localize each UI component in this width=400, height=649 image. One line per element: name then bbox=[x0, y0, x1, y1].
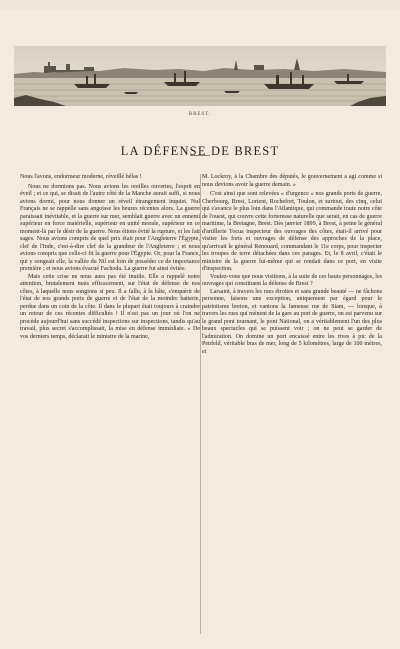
epigraph: Nous l'avons, endormeur moderne, réveillé hélas ! bbox=[20, 174, 142, 180]
left-column bbox=[20, 174, 200, 341]
paragraph: Larsaint, à travers les rues étroites et sans grande beauté — ne fâchons personne, faisons une exception, uniquement par égard pour le patriotisme breton, et vantons la fameuse rue de Siam, — lorsque, à travers les rues qui mènent de la gare au port de guerre, on est parvenu sur le grand pont tournant, le pont National, on a véritablement l'un des plus beaux spectacles qui se puissent voir ; on ne peut se garder de l'admiration. On domine un port encaissé entre les rives à pic de la Penfeld, véritable bras de mer, long de 5 kilomètres, large de 100 mètres, et bbox=[202, 288, 382, 355]
title-divider bbox=[190, 155, 210, 156]
illustration-caption: BREST. bbox=[188, 112, 212, 117]
harbor-illustration bbox=[14, 46, 386, 106]
right-column bbox=[202, 174, 382, 356]
top-band bbox=[0, 0, 400, 10]
paragraph: M. Lockroy, à la Chambre des députés, le gouvernement a agi comme si nous devions avoir la guerre demain. » bbox=[202, 174, 382, 188]
paragraph: Nous ne dormions pas. Nous avions les oreilles ouvertes, l'esprit en éveil ; et ce qui, se disait de l'autre côté de la Manche aurait suffi, si nous avions dormi, pour nous donner un réveil étrangement inquiet. Nul Français ne se rappelle sans angoisse les heures récentes alors. La guerre paraissait inévitable, et la guerre sur mer, semblait guerre avec un ennemi supérieur en force matérielle, supérieur en unité morale, supérieur en ce moment-là par le désir de la guerre. Nous étions évité la rupture, et les fait sages. Nous avions compris de quel prix était pour l'Angleterre l'Égypte, clef de l'Inde, c'est-à-dire clef de la grandeur de l'Angleterre ; et nous avions compris que celle-ci fit la guerre pour l'Égypte. Or, pour la France, qui y songeait elle, la vallée du Nil est loin de posséder ce de importance première ; et nous avions évacué Fachoda. La guerre fut ainsi évitée. bbox=[20, 183, 200, 272]
column-divider bbox=[200, 174, 201, 634]
paragraph: Mais cette crise ne nous aura pas été inutile. Elle a rappelé notre attention, brutalement mais efficacement, sur l'état de défense de nos côtes, à laquelle nous songions si peu. Il a fallu, à la hâte, s'enquérir de l'état de nos grands ports de guerre et de l'état de la moindre batterie, perdue dans un coin de la côte. Il dans le plupart était toujours à craindre un retour de ces récentes difficultés ! Il n'est pas un jour où l'on ne procède aujourd'hui sans succédé inspections sur inspections, tandis qu'au travail, plus secret s'accomplissait, la mise en défense immédiate. « De vos derniers temps, déclarait le ministre de la marine, bbox=[20, 273, 200, 340]
article-title: LA DÉFENSE DE BREST bbox=[120, 144, 280, 159]
paragraph: Voulez-vous que nous visitions, à la suite de ces hauts personnages, les ouvrages qui constituent la défense de Brest ? bbox=[202, 273, 382, 287]
paragraph: C'est ainsi que sont relevées « d'urgence » nos grands ports de guerre, Cherbourg, Brest, Lorient, Rochefort, Toulon, et surtout, des cinq, celui qui s'avance le plus loin dans l'Atlantique, qui commande toute notre côte de l'ouest, qui couvre cette forteresse naturelle que serait, en cas de guerre maritime, la Bretagne, Brest. Dès janvier 1899, à Brest, à peine le général d'artillerie Tocua inspecteur des ouvrages des côtes, était-il arrivé pour visiter les forts et ouvrages de défense des approches de la place, qu'arrivait le général Renouard, commandant le 11e corps, pour inspecter les troupes de terre détachées dans ces parages. Et, le 8 avril, c'était le ministre de la guerre lui-même qui se rendait dans ce port, en visite d'inspection. bbox=[202, 191, 382, 272]
